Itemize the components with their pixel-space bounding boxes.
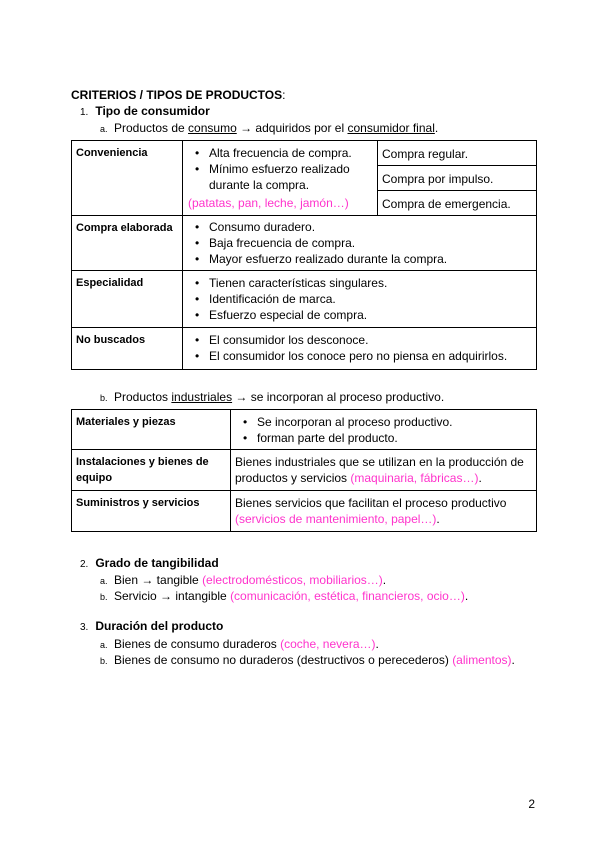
examples-note: (coche, nevera…): [280, 637, 376, 651]
section-number: 1.: [80, 107, 89, 118]
row-header: No buscados: [72, 328, 183, 370]
page-number: 2: [528, 797, 535, 811]
bullet-list: [183, 271, 536, 327]
table-row: [72, 271, 537, 328]
bullet-list: [183, 328, 536, 369]
row-content: [231, 491, 537, 532]
subsection-3b: [100, 653, 515, 668]
section-number: 2.: [80, 559, 89, 570]
section-title: Tipo de consumidor: [95, 104, 210, 118]
table-row: [72, 328, 537, 370]
section-title: Grado de tangibilidad: [95, 556, 219, 570]
list-item: • Mínimo esfuerzo realizado durante la compra.: [193, 161, 373, 193]
sub-text: Servicio → intangible: [114, 589, 231, 603]
sub-letter: b.: [100, 592, 108, 602]
list-item: • Identificación de marca.: [193, 291, 532, 307]
row-header: Compra elaborada: [72, 216, 183, 271]
sub-text: Bienes de consumo duraderos: [114, 637, 281, 651]
row-text: Bienes servicios que facilitan el proceso productivo: [235, 496, 507, 510]
sub-text: → adquiridos por el: [236, 121, 348, 135]
underlined-term: consumo: [188, 121, 237, 135]
examples-note: (electrodomésticos, mobiliarios…): [202, 573, 383, 587]
row-content: [183, 141, 378, 216]
sub-letter: a.: [100, 124, 108, 134]
row-header: Conveniencia: [72, 141, 183, 216]
row-text-end: .: [436, 512, 440, 526]
bullet-list: [183, 145, 377, 195]
subtype-item: Compra por impulso.: [378, 166, 536, 191]
sub-text-end: .: [382, 573, 387, 587]
list-item: • Se incorporan al proceso productivo.: [241, 414, 532, 430]
row-content: [183, 328, 537, 370]
subsection-2b: [100, 589, 468, 604]
section-1-heading: [80, 104, 210, 120]
page-title: [71, 88, 285, 102]
row-text-end: .: [478, 471, 482, 485]
subtype-item: Compra de emergencia.: [382, 197, 511, 211]
industrial-products-table: [71, 409, 537, 532]
sub-letter: b.: [100, 393, 108, 403]
list-item: • Baja frecuencia de compra.: [193, 235, 532, 251]
sub-letter: a.: [100, 576, 108, 586]
title-colon: :: [282, 88, 286, 102]
examples-note: (alimentos): [452, 653, 512, 667]
examples-note: (comunicación, estética, financieros, ocio…): [230, 589, 465, 603]
underlined-term: consumidor final: [347, 121, 435, 135]
subsection-1b: [100, 390, 444, 405]
table-row: [72, 491, 537, 532]
underlined-term: industriales: [171, 390, 233, 404]
row-header: Suministros y servicios: [72, 491, 231, 532]
subsection-3a: [100, 637, 379, 652]
row-text: Bienes industriales que se utilizan en la producción de productos y servicios: [235, 455, 524, 485]
list-item: • Alta frecuencia de compra.: [193, 145, 373, 161]
subsection-1a: [100, 121, 438, 136]
table-row: [72, 410, 537, 450]
sub-text: → se incorporan al proceso productivo.: [232, 390, 445, 404]
consumer-products-table: [71, 140, 537, 370]
row-header: Materiales y piezas: [72, 410, 231, 450]
list-item: • Esfuerzo especial de compra.: [193, 307, 532, 323]
row-content: [231, 450, 537, 491]
list-item: • Consumo duradero.: [193, 219, 532, 235]
bullet-list: [231, 410, 536, 449]
row-content: [231, 410, 537, 450]
sub-text: Productos de: [114, 121, 189, 135]
sub-text: Bienes de consumo no duraderos (destructivos o perecederos): [114, 653, 453, 667]
sub-letter: b.: [100, 656, 108, 666]
list-item: • El consumidor los desconoce.: [193, 332, 532, 348]
sub-text-end: .: [464, 589, 469, 603]
sub-text-end: .: [511, 653, 515, 667]
section-number: 3.: [80, 622, 89, 633]
table-row: [72, 141, 537, 216]
sub-text: Productos: [114, 390, 172, 404]
subtype-item: Compra regular.: [378, 141, 536, 166]
row-header: Instalaciones y bienes de equipo: [72, 450, 231, 491]
row-header: Especialidad: [72, 271, 183, 328]
section-title: Duración del producto: [95, 619, 224, 633]
list-item: • forman parte del producto.: [241, 430, 532, 446]
list-item: • El consumidor los conoce pero no piensa en adquirirlos.: [193, 348, 532, 364]
bullet-list: [183, 216, 536, 270]
title-text: CRITERIOS / TIPOS DE PRODUCTOS: [71, 88, 283, 102]
sub-text: Bien → tangible: [114, 573, 203, 587]
subsection-2a: [100, 573, 386, 588]
examples-note: (maquinaria, fábricas…): [350, 471, 479, 485]
section-3-heading: [80, 619, 223, 635]
table-row: [72, 216, 537, 271]
sub-text: .: [434, 121, 439, 135]
sub-text-end: .: [375, 637, 379, 651]
row-content: [183, 216, 537, 271]
sub-letter: a.: [100, 640, 108, 650]
subtypes-cell: [378, 141, 537, 216]
list-item: • Mayor esfuerzo realizado durante la compra.: [193, 251, 532, 267]
row-content: [183, 271, 537, 328]
section-2-heading: [80, 556, 219, 572]
list-item: • Tienen características singulares.: [193, 275, 532, 291]
examples-note: (patatas, pan, leche, jamón…): [188, 196, 349, 210]
examples-note: (servicios de mantenimiento, papel…): [235, 512, 437, 526]
table-row: [72, 450, 537, 491]
